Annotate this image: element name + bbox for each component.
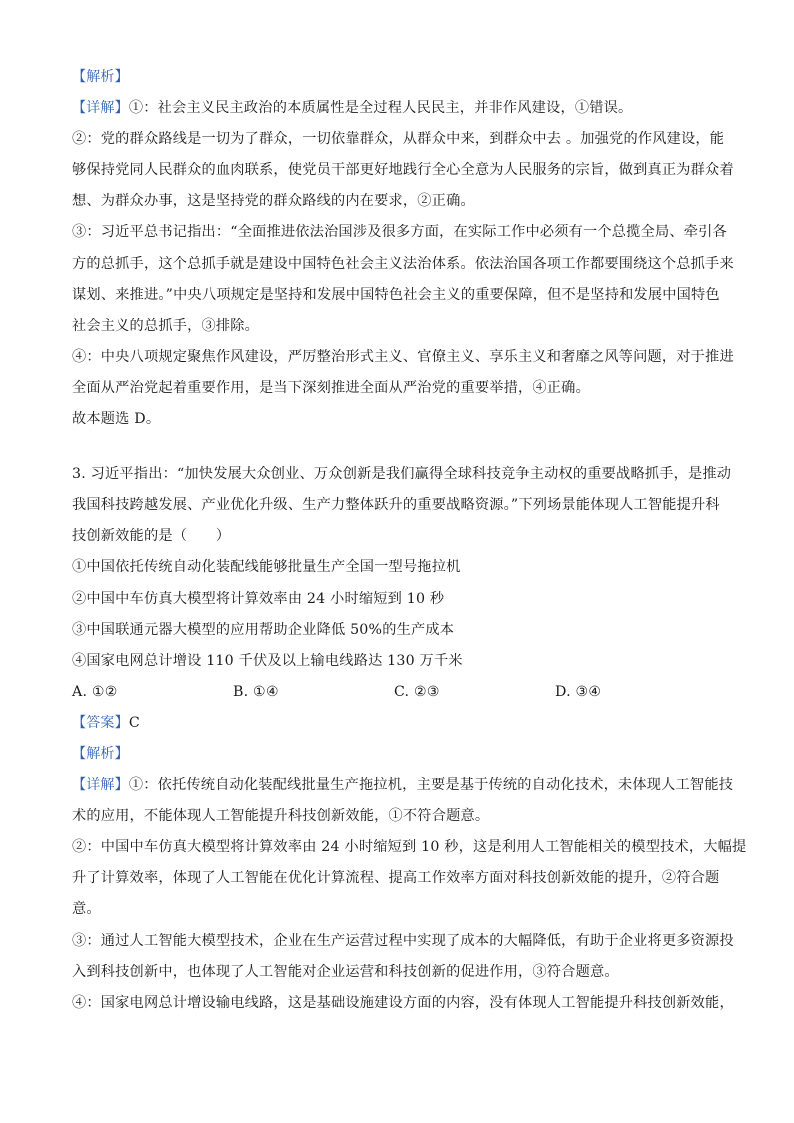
question-item: ②中国中车仿真大模型将计算效率由 24 小时缩短到 10 秒 (72, 590, 445, 607)
paragraph-line: 术的应用，不能体现人工智能提升科技创新效能，①不符合题意。 (72, 808, 490, 825)
detail-tag: 【详解】 (72, 777, 129, 794)
option-c: C. ②③ (394, 683, 440, 700)
analysis-heading (72, 739, 724, 770)
paragraph-line: 升了计算效率，体现了人工智能在优化计算流程、提高工作效率方面对科技创新效能的提升，②符合题 (72, 870, 720, 887)
section-gap (72, 435, 724, 459)
paragraph-line: ②：中国中车仿真大模型将计算效率由 24 小时缩短到 10 秒，这是利用人工智能相关的模型技术，大幅提 (72, 839, 747, 856)
paragraph-line: 方的总抓手，这个总抓手就是建设中国特色社会主义法治体系。依法治国各项工作都要围绕这个总抓手来 (72, 255, 734, 272)
text: ①：社会主义民主政治的本质属性是全过程人民民主，并非作风建设，①错误。 (128, 100, 633, 117)
paragraph-line: ③：习近平总书记指出：“全面推进依法治国涉及很多方面，在实际工作中必须有一个总揽全局、牵引各 (72, 224, 727, 241)
answer-value: C (128, 714, 140, 731)
question-item: ①中国依托传统自动化装配线能够批量生产全国一型号拖拉机 (72, 559, 461, 576)
paragraph-line: 入到科技创新中，也体现了人工智能对企业运营和科技创新的促进作用，③符合题意。 (72, 963, 619, 980)
paragraph-line: 故本题选 D。 (72, 411, 161, 428)
paragraph-line: 全面从严治党起着重要作用，是当下深刻推进全面从严治党的重要举措，④正确。 (72, 379, 590, 396)
paragraph-line: ②：党的群众路线是一切为了群众，一切依靠群众，从群众中来，到群众中去 。加强党的作风建设，能 (72, 131, 725, 148)
question-stem-line: 我国科技跨越发展、产业优化升级、生产力整体跃升的重要战略资源。”下列场景能体现人工智能提升科 (72, 497, 720, 514)
option-b: B. ①④ (233, 683, 279, 700)
paragraph-line: 想、为群众办事，这是坚持党的群众路线的内在要求，②正确。 (72, 193, 475, 210)
answer-line (72, 708, 724, 739)
question-stem-line: 技创新效能的是（ ） (72, 528, 231, 545)
paragraph-line: 意。 (72, 901, 101, 918)
option-d: D. ③④ (555, 683, 602, 700)
option-a: A. ①② (72, 683, 118, 700)
question-item: ③中国联通元器大模型的应用帮助企业降低 50%的生产成本 (72, 621, 455, 638)
detail-tag: 【详解】 (72, 100, 129, 117)
analysis-heading (72, 62, 724, 93)
answer-tag: 【答案】 (72, 714, 129, 731)
answer-options (72, 677, 724, 708)
question-item: ④国家电网总计增设 110 千伏及以上输电线路达 130 万千米 (72, 652, 463, 669)
paragraph-line: 够保持党同人民群众的血肉联系，使党员干部更好地践行全心全意为人民服务的宗旨，做到真正为群众着 (72, 162, 734, 179)
document-content (72, 62, 747, 1019)
question-stem-line: 3. 习近平指出：“加快发展大众创业、万众创新是我们赢得全球科技竞争主动权的重要战略抓手，是推动 (72, 466, 732, 483)
paragraph-line: 谋划、来推进。”中央八项规定是坚持和发展中国特色社会主义的重要保障，但不是坚持和发展中国特色 (72, 286, 720, 303)
analysis-tag: 【解析】 (72, 69, 129, 85)
paragraph-line: ④：国家电网总计增设输电线路，这是基础设施建设方面的内容，没有体现人工智能提升科技创新效能， (72, 994, 734, 1011)
analysis-tag: 【解析】 (72, 745, 129, 762)
paragraph-line (72, 93, 724, 124)
paragraph-line (72, 770, 734, 801)
paragraph-line: ③：通过人工智能大模型技术，企业在生产运营过程中实现了成本的大幅降低，有助于企业将更多资源投 (72, 932, 734, 949)
paragraph-line: ④：中央八项规定聚焦作风建设，严厉整治形式主义、官僚主义、享乐主义和奢靡之风等问题，对于推进 (72, 348, 734, 365)
paragraph-line: 社会主义的总抓手，③排除。 (72, 317, 260, 334)
text: ①：依托传统自动化装配线批量生产拖拉机，主要是基于传统的自动化技术，未体现人工智能技 (128, 777, 734, 794)
